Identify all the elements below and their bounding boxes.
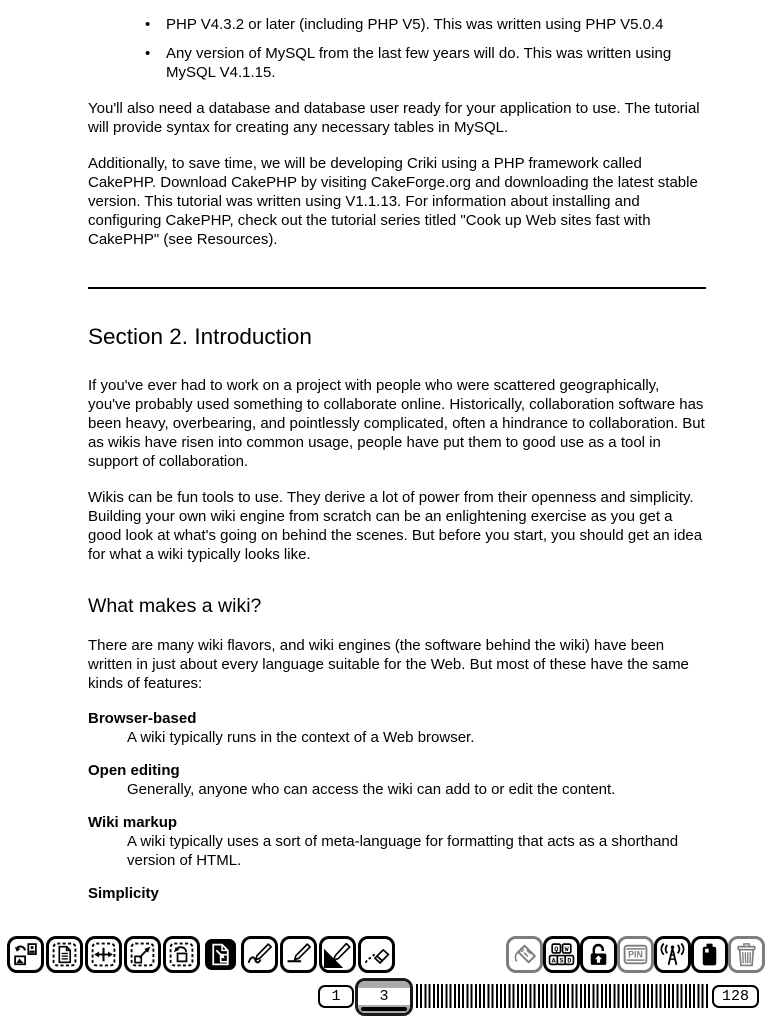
fit-width-button[interactable] bbox=[85, 936, 122, 973]
thumb-bottom-groove bbox=[358, 1005, 410, 1014]
orientation-icon bbox=[12, 941, 39, 968]
keyboard-button[interactable] bbox=[543, 936, 580, 973]
key-label-d: D bbox=[567, 957, 572, 966]
list-item bbox=[88, 44, 706, 82]
feature-item bbox=[88, 709, 706, 747]
feature-term: Open editing bbox=[88, 762, 180, 779]
eraser-icon bbox=[363, 941, 390, 968]
fit-page-icon bbox=[51, 941, 78, 968]
orientation-button[interactable] bbox=[7, 936, 44, 973]
subsection-title: What makes a wiki? bbox=[88, 595, 262, 617]
first-page-button[interactable] bbox=[318, 985, 354, 1008]
feature-item bbox=[88, 761, 706, 799]
feature-definition: A wiki typically uses a sort of meta-language for formatting that acts as a shorthand version of HTML. bbox=[127, 833, 679, 869]
section-title: Section 2. Introduction bbox=[88, 324, 312, 349]
list-item-text: Any version of MySQL from the last few years will do. This was written using MySQL V4.1.15. bbox=[166, 45, 672, 81]
tag-button[interactable] bbox=[506, 936, 543, 973]
first-page-number: 1 bbox=[331, 988, 341, 1005]
page-navigation-bar bbox=[0, 978, 768, 1018]
eraser-button[interactable] bbox=[358, 936, 395, 973]
keyboard-icon bbox=[548, 941, 575, 968]
paragraph-flavors: There are many wiki flavors, and wiki engines (the software behind the wiki) have been written in just about every language suitable for the Web. But most of these have the same kinds of features: bbox=[88, 637, 689, 692]
scribble-pen-button[interactable] bbox=[241, 936, 278, 973]
bullet-marker: • bbox=[145, 16, 151, 33]
pager-group bbox=[300, 978, 768, 1018]
document-view bbox=[88, 0, 706, 903]
feature-term: Wiki markup bbox=[88, 814, 178, 831]
tag-icon bbox=[511, 941, 538, 968]
last-page-number: 128 bbox=[721, 988, 749, 1005]
last-page-button[interactable] bbox=[712, 985, 759, 1008]
wireless-icon bbox=[659, 941, 686, 968]
pin-button[interactable] bbox=[617, 936, 654, 973]
feature-item bbox=[88, 884, 706, 903]
bullet-marker: • bbox=[145, 45, 151, 62]
paragraph-intro-1: If you've ever had to work on a project with people who were scattered geographically, you've probably used something to collaborate online. Historically, collaboration software has been heavy, overbearing, and pointlessly complicated, often a hindrance to collaboration. But as wikis have risen into common usage, people have put them to good use as a tool in support of collaboration. bbox=[88, 377, 705, 470]
system-toolbar bbox=[506, 936, 765, 973]
fit-page-button[interactable] bbox=[46, 936, 83, 973]
list-item bbox=[88, 15, 706, 34]
revert-view-icon bbox=[168, 941, 195, 968]
line-pen-icon bbox=[285, 941, 312, 968]
enlarge-view-button[interactable] bbox=[124, 936, 161, 973]
enlarge-view-icon bbox=[129, 941, 156, 968]
feature-definition: Generally, anyone who can access the wiki can add to or edit the content. bbox=[127, 781, 616, 798]
battery-icon bbox=[696, 941, 723, 968]
thumb-top-groove bbox=[358, 981, 410, 988]
thumb-grip-bar bbox=[361, 1007, 407, 1011]
page-ruler-strip[interactable] bbox=[416, 984, 709, 1008]
scale-page-button[interactable] bbox=[202, 936, 239, 973]
feature-term: Browser-based bbox=[88, 710, 197, 727]
section-divider bbox=[88, 287, 706, 289]
key-label-a: A bbox=[551, 957, 556, 966]
key-label-w: W bbox=[564, 945, 569, 954]
marker-pen-button[interactable] bbox=[319, 936, 356, 973]
feature-list bbox=[88, 709, 706, 903]
key-label-q: Q bbox=[554, 945, 559, 954]
current-page-number: 3 bbox=[379, 988, 389, 1005]
feature-definition: A wiki typically runs in the context of a Web browser. bbox=[127, 729, 475, 746]
battery-button[interactable] bbox=[691, 936, 728, 973]
feature-item bbox=[88, 813, 706, 870]
pin-label: PIN bbox=[628, 949, 643, 960]
trash-icon bbox=[733, 941, 760, 968]
list-item-text: PHP V4.3.2 or later (including PHP V5). This was written using PHP V5.0.4 bbox=[166, 16, 664, 33]
scale-page-icon bbox=[207, 941, 234, 968]
key-label-s: S bbox=[559, 957, 564, 966]
trash-button[interactable] bbox=[728, 936, 765, 973]
wireless-button[interactable] bbox=[654, 936, 691, 973]
unlock-icon bbox=[585, 941, 612, 968]
paragraph-cakephp: Additionally, to save time, we will be developing Criki using a PHP framework called CakePHP. Download CakePHP by visiting CakeForge.org and downloading the latest stable version. This tutorial was written using V1.1.13. For information about installing and configuring CakePHP, check out the tutorial series titled "Cook up Web sites fast with CakePHP" (see Resources). bbox=[88, 155, 698, 248]
revert-view-button[interactable] bbox=[163, 936, 200, 973]
paragraph-database: You'll also need a database and database user ready for your application to use. The tutorial will provide syntax for creating any necessary tables in MySQL. bbox=[88, 100, 700, 136]
paragraph-intro-2: Wikis can be fun tools to use. They derive a lot of power from their openness and simplicity. Building your own wiki engine from scratch can be an enlightening exercise as you get a good look at what's going on behind the scenes. But before you start, you should get an idea for what a wiki typically looks like. bbox=[88, 489, 703, 563]
marker-pen-icon bbox=[324, 941, 351, 968]
line-pen-button[interactable] bbox=[280, 936, 317, 973]
view-tools-toolbar bbox=[7, 936, 395, 973]
unlock-button[interactable] bbox=[580, 936, 617, 973]
scribble-pen-icon bbox=[246, 941, 273, 968]
pin-icon bbox=[622, 941, 649, 968]
fit-width-icon bbox=[90, 941, 117, 968]
current-page-slider-thumb[interactable] bbox=[355, 978, 413, 1016]
feature-term: Simplicity bbox=[88, 885, 159, 902]
